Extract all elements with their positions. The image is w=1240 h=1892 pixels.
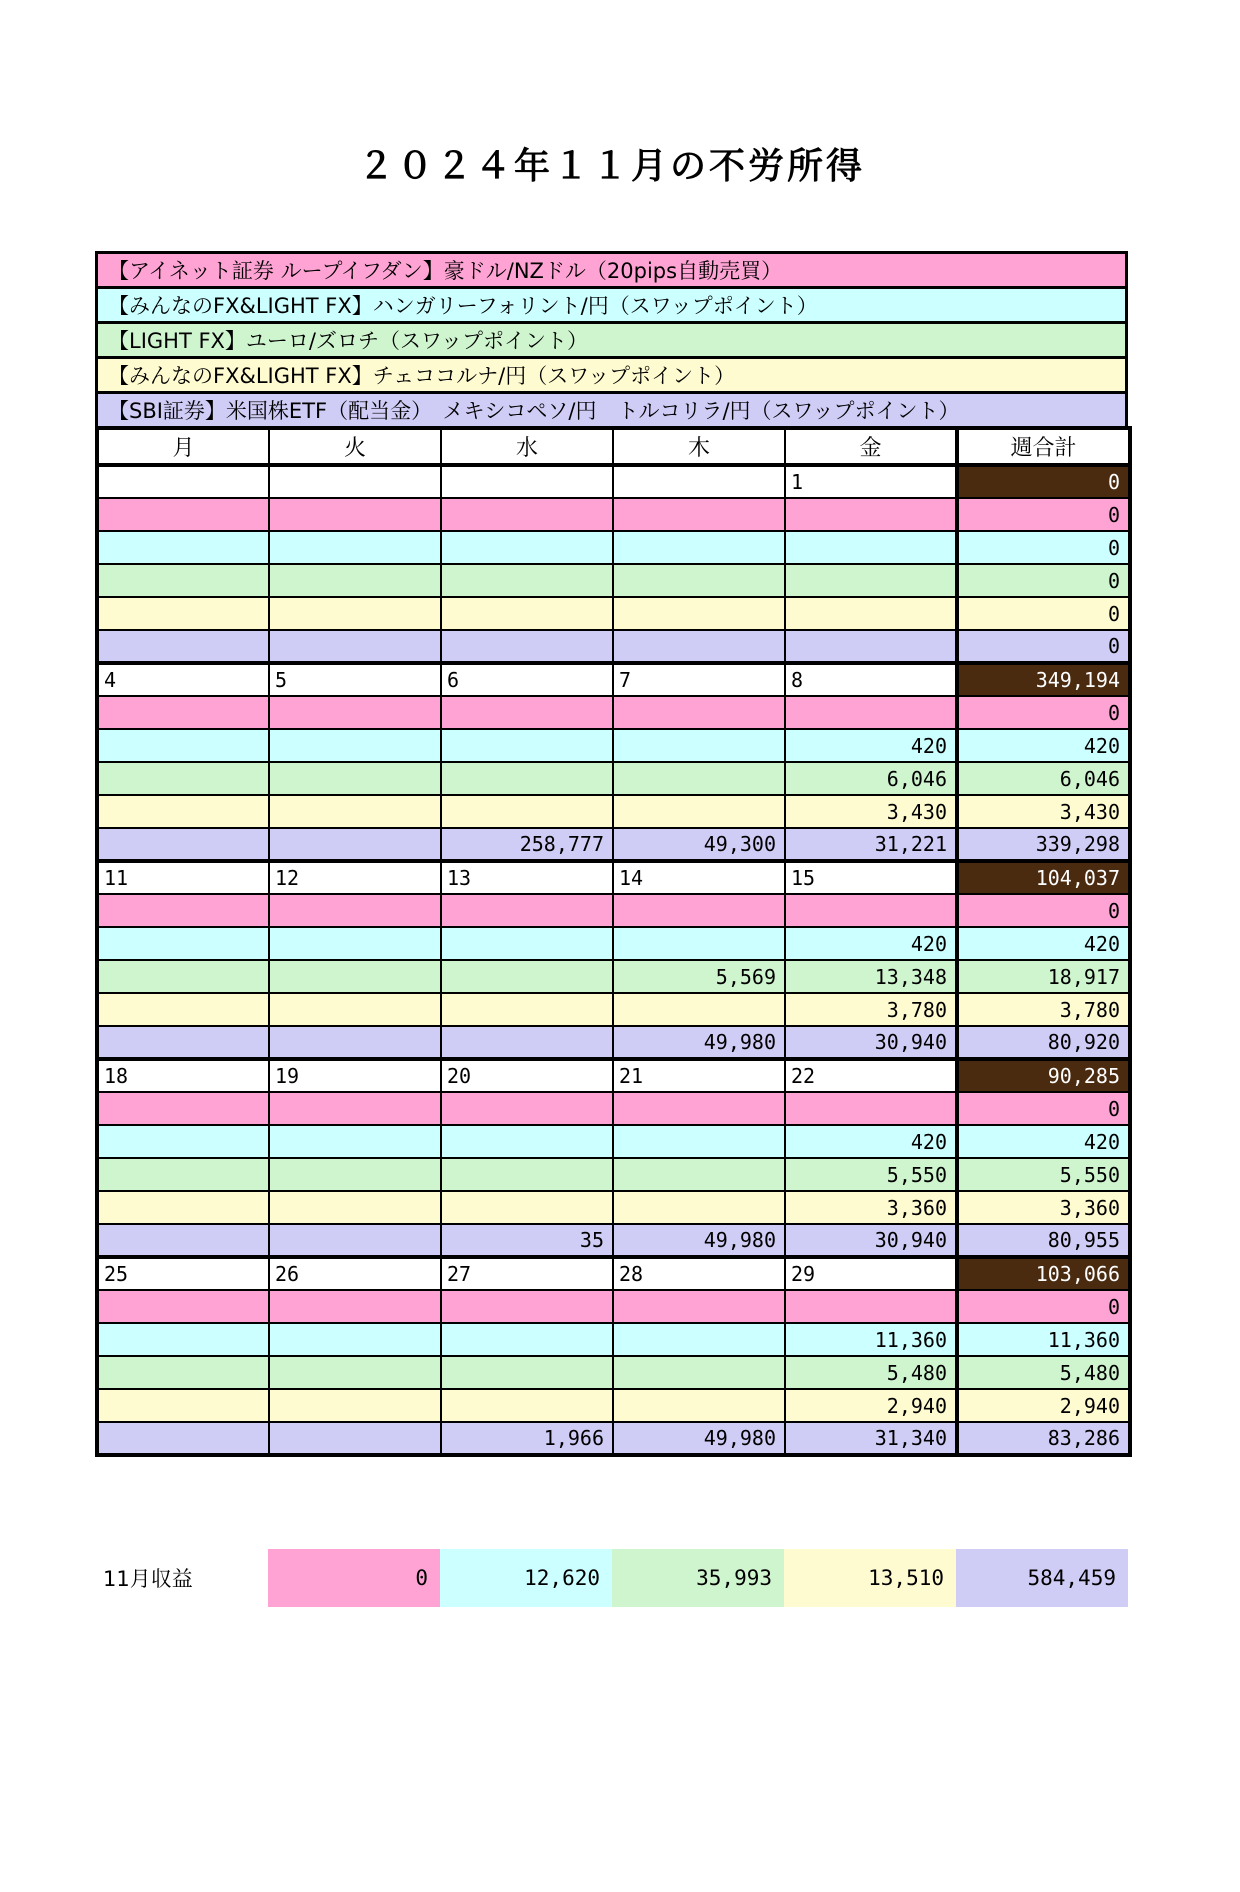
week2-row-purple xyxy=(97,828,1130,861)
value-cell xyxy=(269,1125,441,1158)
week1-row-green xyxy=(97,564,1130,597)
value-cell xyxy=(785,531,957,564)
value-cell xyxy=(269,960,441,993)
value-cell xyxy=(269,993,441,1026)
value-cell xyxy=(613,1323,785,1356)
value-cell xyxy=(97,1125,269,1158)
value-cell: 2,940 xyxy=(785,1389,957,1422)
value-cell xyxy=(97,993,269,1026)
value-cell xyxy=(97,1224,269,1257)
row-total-cell: 6,046 xyxy=(957,762,1130,795)
day-cell: 15 xyxy=(785,861,957,894)
value-cell xyxy=(269,1290,441,1323)
value-cell xyxy=(613,1356,785,1389)
value-cell xyxy=(97,1290,269,1323)
value-cell: 49,980 xyxy=(613,1026,785,1059)
value-cell xyxy=(785,1092,957,1125)
day-cell: 18 xyxy=(97,1059,269,1092)
value-cell: 49,980 xyxy=(613,1224,785,1257)
row-total-cell: 5,550 xyxy=(957,1158,1130,1191)
value-cell xyxy=(441,894,613,927)
value-cell xyxy=(613,498,785,531)
week3-row-green xyxy=(97,960,1130,993)
row-total-cell: 3,780 xyxy=(957,993,1130,1026)
week-total-cell: 104,037 xyxy=(957,861,1130,894)
week4-row-cyan xyxy=(97,1125,1130,1158)
value-cell xyxy=(97,1191,269,1224)
value-cell xyxy=(441,1125,613,1158)
week1-row-cyan xyxy=(97,531,1130,564)
row-total-cell: 339,298 xyxy=(957,828,1130,861)
day-cell: 6 xyxy=(441,663,613,696)
day-cell: 29 xyxy=(785,1257,957,1290)
day-cell: 11 xyxy=(97,861,269,894)
legend-row-lightfx-eur-pln: 【LIGHT FX】ユーロ/ズロチ（スワップポイント） xyxy=(95,321,1128,359)
value-cell xyxy=(269,1224,441,1257)
value-cell xyxy=(613,564,785,597)
value-cell xyxy=(269,1422,441,1455)
day-cell: 22 xyxy=(785,1059,957,1092)
value-cell xyxy=(269,564,441,597)
row-total-cell: 18,917 xyxy=(957,960,1130,993)
value-cell xyxy=(97,828,269,861)
value-cell xyxy=(269,531,441,564)
week3-row-yellow xyxy=(97,993,1130,1026)
value-cell xyxy=(613,1389,785,1422)
value-cell xyxy=(97,531,269,564)
day-cell: 4 xyxy=(97,663,269,696)
value-cell xyxy=(269,894,441,927)
row-total-cell: 0 xyxy=(957,498,1130,531)
header-wed: 水 xyxy=(441,428,613,465)
day-cell: 7 xyxy=(613,663,785,696)
header-week-total: 週合計 xyxy=(957,428,1130,465)
monthly-total-cyan: 12,620 xyxy=(440,1549,612,1607)
value-cell xyxy=(613,630,785,663)
value-cell xyxy=(269,1026,441,1059)
value-cell xyxy=(97,1323,269,1356)
value-cell xyxy=(97,597,269,630)
value-cell xyxy=(269,1356,441,1389)
monthly-total-purple: 584,459 xyxy=(956,1549,1128,1607)
header-mon: 月 xyxy=(97,428,269,465)
day-cell: 26 xyxy=(269,1257,441,1290)
value-cell xyxy=(441,1323,613,1356)
value-cell xyxy=(785,597,957,630)
value-cell xyxy=(785,630,957,663)
monthly-total-green: 35,993 xyxy=(612,1549,784,1607)
value-cell xyxy=(269,927,441,960)
value-cell xyxy=(785,696,957,729)
value-cell xyxy=(613,696,785,729)
day-cell: 13 xyxy=(441,861,613,894)
row-total-cell: 0 xyxy=(957,1092,1130,1125)
value-cell xyxy=(613,927,785,960)
week2-row-yellow xyxy=(97,795,1130,828)
week5-row-purple xyxy=(97,1422,1130,1455)
value-cell xyxy=(269,1158,441,1191)
value-cell xyxy=(269,1191,441,1224)
value-cell xyxy=(613,531,785,564)
value-cell xyxy=(613,762,785,795)
day-cell xyxy=(269,465,441,498)
value-cell xyxy=(97,498,269,531)
value-cell xyxy=(269,762,441,795)
value-cell: 11,360 xyxy=(785,1323,957,1356)
row-total-cell: 80,955 xyxy=(957,1224,1130,1257)
day-cell: 28 xyxy=(613,1257,785,1290)
week4-row-yellow xyxy=(97,1191,1130,1224)
value-cell xyxy=(97,1158,269,1191)
week2-row-pink xyxy=(97,696,1130,729)
value-cell xyxy=(269,795,441,828)
value-cell xyxy=(613,597,785,630)
week1-row-yellow xyxy=(97,597,1130,630)
value-cell xyxy=(441,1092,613,1125)
row-total-cell: 3,360 xyxy=(957,1191,1130,1224)
value-cell: 35 xyxy=(441,1224,613,1257)
week2-row-cyan xyxy=(97,729,1130,762)
value-cell xyxy=(269,1323,441,1356)
value-cell xyxy=(97,795,269,828)
day-cell: 14 xyxy=(613,861,785,894)
row-total-cell: 420 xyxy=(957,927,1130,960)
day-cell: 19 xyxy=(269,1059,441,1092)
value-cell xyxy=(441,729,613,762)
week1-header-row xyxy=(97,465,1130,498)
value-cell: 3,780 xyxy=(785,993,957,1026)
legend-row-sbi-etf-mxn-try: 【SBI証券】米国株ETF（配当金） メキシコペソ/円 トルコリラ/円（スワップポイント） xyxy=(95,391,1128,429)
value-cell xyxy=(441,927,613,960)
value-cell xyxy=(613,993,785,1026)
value-cell: 49,980 xyxy=(613,1422,785,1455)
value-cell xyxy=(269,498,441,531)
value-cell xyxy=(269,630,441,663)
monthly-total-yellow: 13,510 xyxy=(784,1549,956,1607)
header-fri: 金 xyxy=(785,428,957,465)
value-cell xyxy=(613,894,785,927)
week3-row-cyan xyxy=(97,927,1130,960)
value-cell xyxy=(441,1191,613,1224)
header-tue: 火 xyxy=(269,428,441,465)
value-cell xyxy=(441,960,613,993)
value-cell xyxy=(97,1389,269,1422)
row-total-cell: 0 xyxy=(957,597,1130,630)
week3-row-purple xyxy=(97,1026,1130,1059)
week-total-cell: 349,194 xyxy=(957,663,1130,696)
value-cell xyxy=(97,564,269,597)
value-cell xyxy=(613,1158,785,1191)
week3-row-pink xyxy=(97,894,1130,927)
week1-row-purple xyxy=(97,630,1130,663)
day-cell: 5 xyxy=(269,663,441,696)
value-cell xyxy=(613,1092,785,1125)
week5-row-yellow xyxy=(97,1389,1130,1422)
value-cell xyxy=(269,696,441,729)
week4-row-purple xyxy=(97,1224,1130,1257)
value-cell xyxy=(785,894,957,927)
value-cell xyxy=(785,564,957,597)
legend-row-ainet-loop-ifdan: 【アイネット証券 ループイフダン】豪ドル/NZドル（20pips自動売買） xyxy=(95,251,1128,289)
day-cell: 25 xyxy=(97,1257,269,1290)
monthly-summary-row xyxy=(95,1549,1128,1607)
week-total-cell: 0 xyxy=(957,465,1130,498)
value-cell xyxy=(97,762,269,795)
value-cell xyxy=(441,762,613,795)
value-cell xyxy=(441,597,613,630)
value-cell: 30,940 xyxy=(785,1026,957,1059)
week4-row-pink xyxy=(97,1092,1130,1125)
day-cell: 20 xyxy=(441,1059,613,1092)
value-cell: 5,550 xyxy=(785,1158,957,1191)
value-cell: 5,569 xyxy=(613,960,785,993)
row-total-cell: 420 xyxy=(957,729,1130,762)
value-cell: 5,480 xyxy=(785,1356,957,1389)
legend xyxy=(95,251,1128,429)
legend-row-minna-huf-jpy: 【みんなのFX&LIGHT FX】ハンガリーフォリント/円（スワップポイント） xyxy=(95,286,1128,324)
value-cell: 49,300 xyxy=(613,828,785,861)
week5-row-pink xyxy=(97,1290,1130,1323)
value-cell xyxy=(97,1026,269,1059)
value-cell xyxy=(97,1356,269,1389)
value-cell xyxy=(269,828,441,861)
value-cell xyxy=(613,795,785,828)
week3-header-row xyxy=(97,861,1130,894)
value-cell: 31,221 xyxy=(785,828,957,861)
monthly-summary-label: 11月収益 xyxy=(103,1567,193,1591)
value-cell: 6,046 xyxy=(785,762,957,795)
row-total-cell: 0 xyxy=(957,1290,1130,1323)
header-thu: 木 xyxy=(613,428,785,465)
value-cell xyxy=(441,1389,613,1422)
value-cell: 420 xyxy=(785,1125,957,1158)
week2-row-green xyxy=(97,762,1130,795)
row-total-cell: 2,940 xyxy=(957,1389,1130,1422)
value-cell xyxy=(97,696,269,729)
legend-row-minna-czk-jpy: 【みんなのFX&LIGHT FX】チェココルナ/円（スワップポイント） xyxy=(95,356,1128,394)
income-calendar-table xyxy=(95,426,1132,1457)
week4-header-row xyxy=(97,1059,1130,1092)
table-header-row xyxy=(97,428,1130,465)
value-cell: 420 xyxy=(785,729,957,762)
row-total-cell: 80,920 xyxy=(957,1026,1130,1059)
value-cell: 420 xyxy=(785,927,957,960)
value-cell xyxy=(441,993,613,1026)
week5-header-row xyxy=(97,1257,1130,1290)
value-cell xyxy=(613,1290,785,1323)
row-total-cell: 11,360 xyxy=(957,1323,1130,1356)
value-cell: 13,348 xyxy=(785,960,957,993)
row-total-cell: 0 xyxy=(957,894,1130,927)
value-cell: 258,777 xyxy=(441,828,613,861)
day-cell: 27 xyxy=(441,1257,613,1290)
week-total-cell: 90,285 xyxy=(957,1059,1130,1092)
day-cell xyxy=(97,465,269,498)
value-cell xyxy=(441,630,613,663)
value-cell xyxy=(441,1290,613,1323)
value-cell xyxy=(269,1092,441,1125)
value-cell xyxy=(613,1191,785,1224)
value-cell xyxy=(785,498,957,531)
value-cell xyxy=(441,1158,613,1191)
value-cell xyxy=(441,696,613,729)
value-cell xyxy=(97,960,269,993)
row-total-cell: 83,286 xyxy=(957,1422,1130,1455)
value-cell xyxy=(269,729,441,762)
day-cell: 21 xyxy=(613,1059,785,1092)
value-cell xyxy=(441,498,613,531)
row-total-cell: 420 xyxy=(957,1125,1130,1158)
value-cell xyxy=(97,729,269,762)
row-total-cell: 0 xyxy=(957,564,1130,597)
value-cell xyxy=(441,564,613,597)
value-cell xyxy=(613,1125,785,1158)
value-cell: 3,430 xyxy=(785,795,957,828)
page-title: ２０２４年１１月の不労所得 xyxy=(357,146,865,187)
week1-row-pink xyxy=(97,498,1130,531)
value-cell xyxy=(441,795,613,828)
row-total-cell: 0 xyxy=(957,630,1130,663)
value-cell xyxy=(97,1092,269,1125)
day-cell xyxy=(613,465,785,498)
week4-row-green xyxy=(97,1158,1130,1191)
row-total-cell: 0 xyxy=(957,531,1130,564)
value-cell xyxy=(97,927,269,960)
value-cell xyxy=(441,531,613,564)
week5-row-cyan xyxy=(97,1323,1130,1356)
value-cell xyxy=(269,597,441,630)
row-total-cell: 0 xyxy=(957,696,1130,729)
row-total-cell: 3,430 xyxy=(957,795,1130,828)
value-cell xyxy=(97,1422,269,1455)
value-cell xyxy=(785,1290,957,1323)
monthly-total-pink: 0 xyxy=(268,1549,440,1607)
value-cell xyxy=(97,894,269,927)
day-cell: 8 xyxy=(785,663,957,696)
value-cell: 3,360 xyxy=(785,1191,957,1224)
day-cell: 1 xyxy=(785,465,957,498)
value-cell xyxy=(269,1389,441,1422)
value-cell: 30,940 xyxy=(785,1224,957,1257)
week5-row-green xyxy=(97,1356,1130,1389)
day-cell xyxy=(441,465,613,498)
week-total-cell: 103,066 xyxy=(957,1257,1130,1290)
value-cell xyxy=(441,1356,613,1389)
value-cell xyxy=(613,729,785,762)
value-cell xyxy=(441,1026,613,1059)
week2-header-row xyxy=(97,663,1130,696)
row-total-cell: 5,480 xyxy=(957,1356,1130,1389)
value-cell: 1,966 xyxy=(441,1422,613,1455)
value-cell xyxy=(97,630,269,663)
day-cell: 12 xyxy=(269,861,441,894)
value-cell: 31,340 xyxy=(785,1422,957,1455)
